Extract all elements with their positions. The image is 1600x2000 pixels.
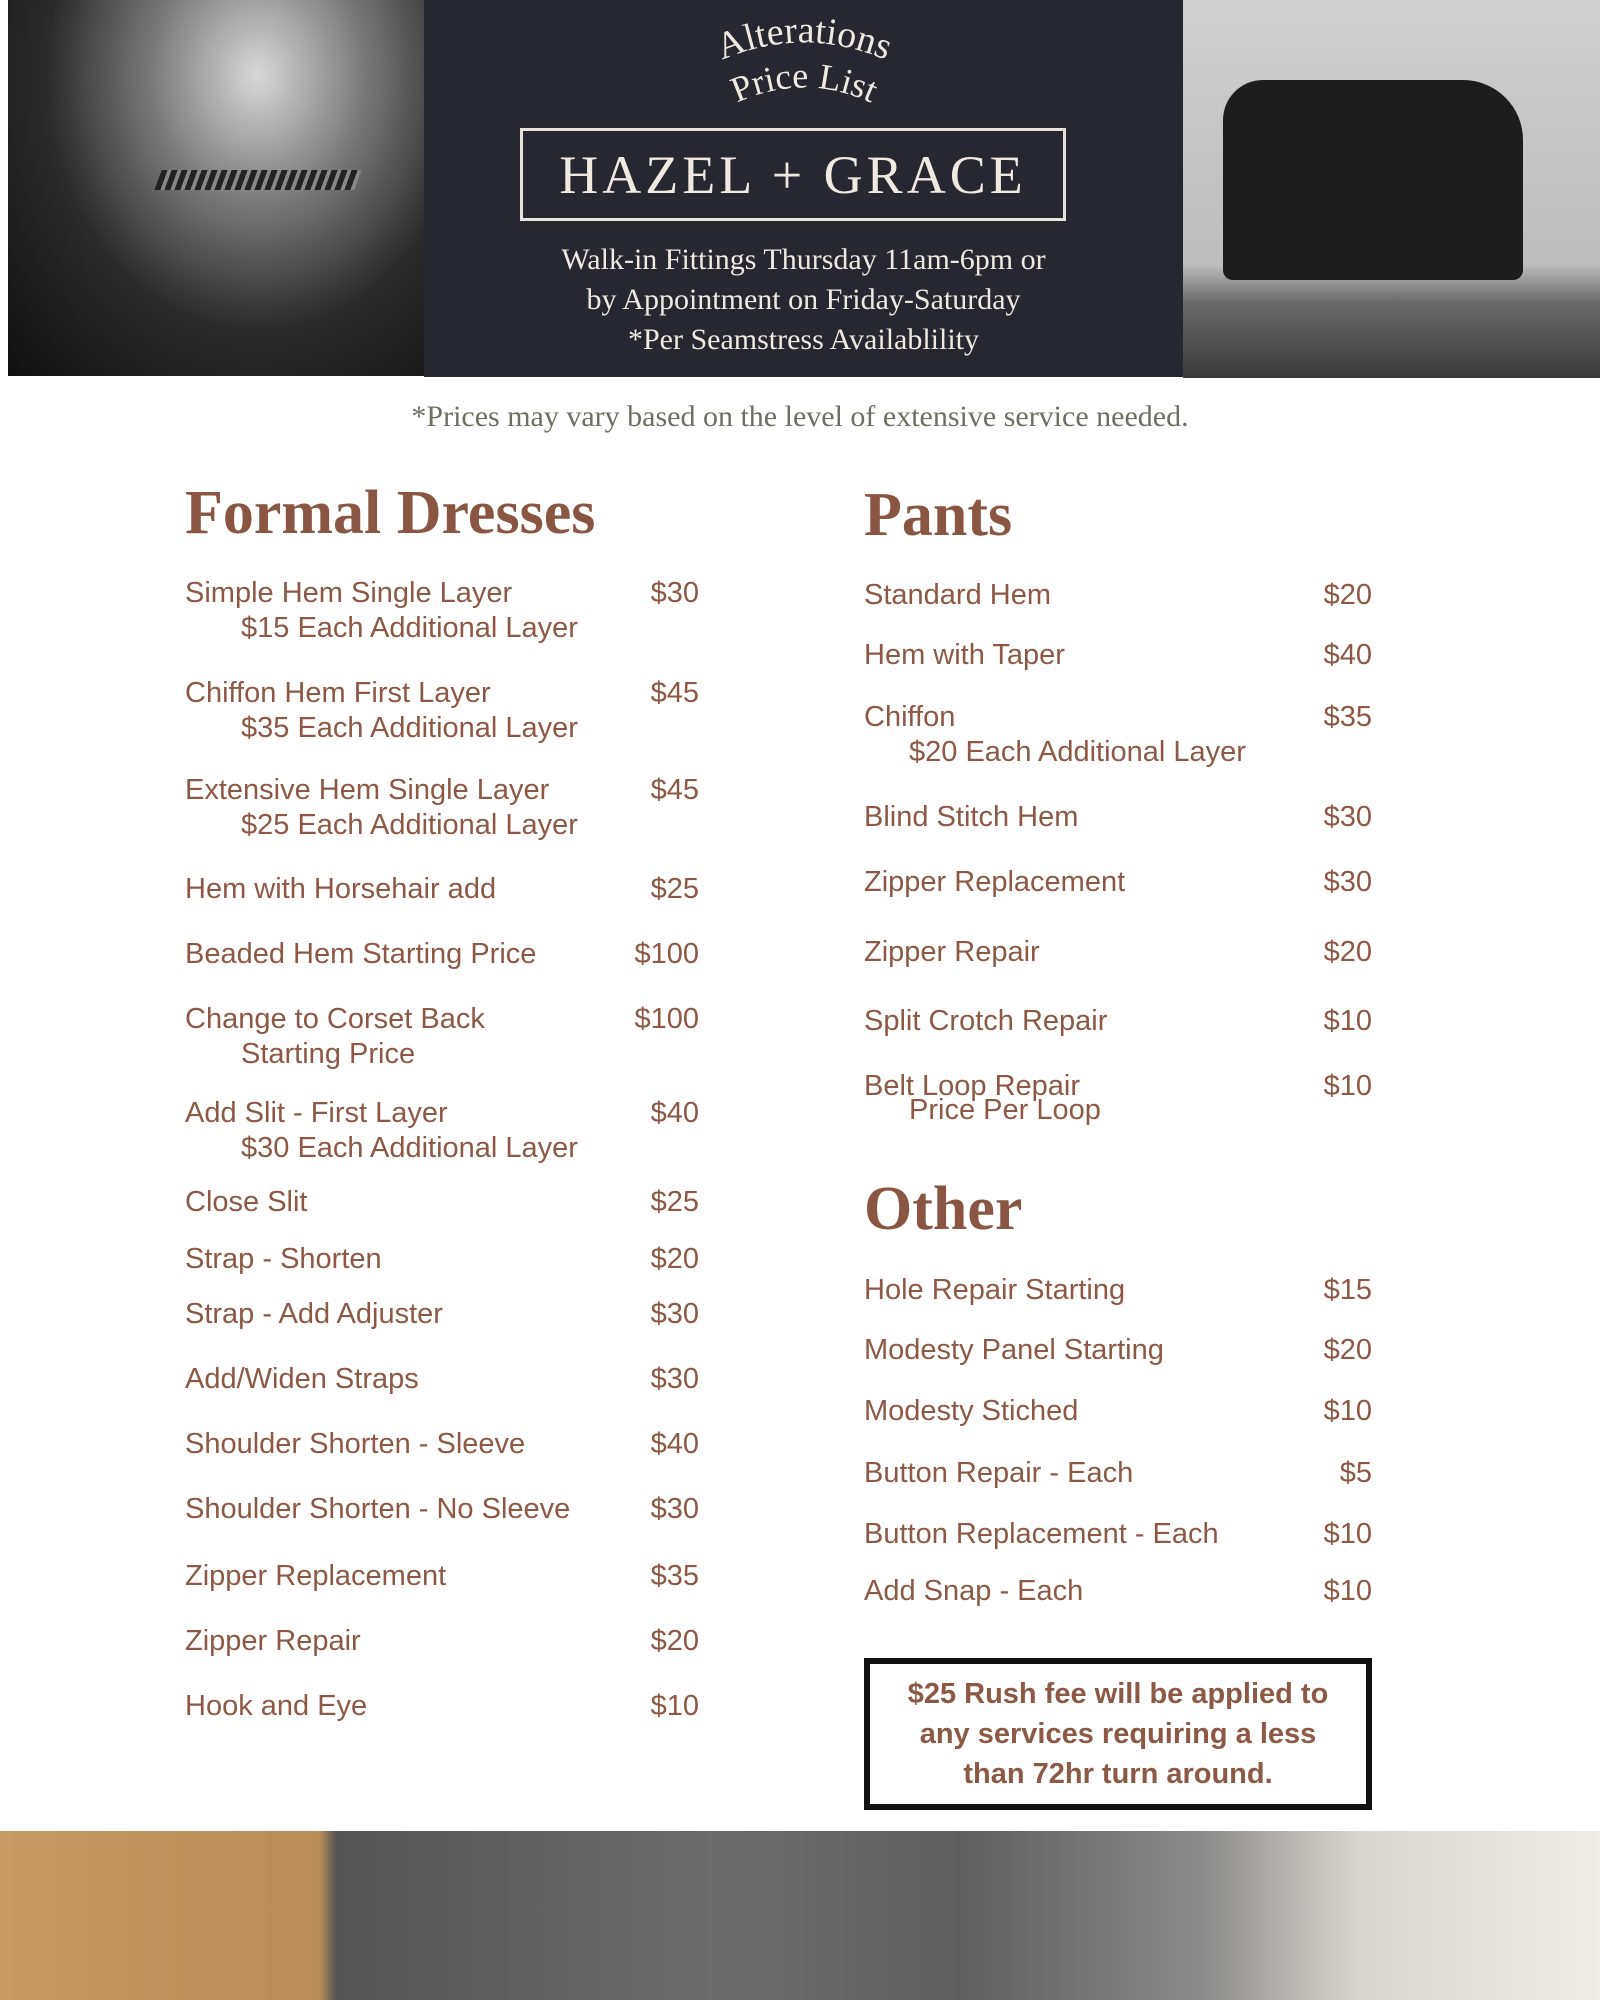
other-price-row xyxy=(864,1333,1372,1367)
service-price: $30 xyxy=(1323,801,1372,833)
service-label: Button Repair - Each xyxy=(864,1457,1134,1489)
service-price: $10 xyxy=(1323,1575,1372,1607)
service-price: $30 xyxy=(650,1363,699,1395)
service-label: Add Slit - First Layer xyxy=(185,1097,448,1129)
other-price-row xyxy=(864,1574,1372,1608)
formal-price-row xyxy=(185,1492,699,1526)
vintage-sewing-machine-photo xyxy=(1183,0,1600,378)
service-label: Blind Stitch Hem xyxy=(864,801,1079,833)
service-label: Add Snap - Each xyxy=(864,1575,1084,1607)
formal-price-row xyxy=(185,1242,699,1276)
formal-price-row xyxy=(185,676,699,744)
tagline-line1: Alterations xyxy=(710,10,899,69)
service-price: $25 xyxy=(650,1186,699,1218)
service-label: Belt Loop Repair xyxy=(864,1070,1081,1102)
service-price: $100 xyxy=(634,1003,699,1035)
service-price: $20 xyxy=(1323,579,1372,611)
service-sublabel: $35 Each Additional Layer xyxy=(241,712,578,744)
service-price: $45 xyxy=(650,677,699,709)
service-price: $10 xyxy=(1323,1070,1372,1102)
service-label: Extensive Hem Single Layer xyxy=(185,774,550,806)
service-price: $5 xyxy=(1339,1457,1372,1489)
service-label: Button Replacement - Each xyxy=(864,1518,1219,1550)
service-sublabel: Starting Price xyxy=(241,1038,416,1070)
service-sublabel: Price Per Loop xyxy=(909,1094,1101,1126)
service-price: $10 xyxy=(1323,1395,1372,1427)
pants-price-row xyxy=(864,578,1372,612)
formal-price-row xyxy=(185,872,699,906)
formal-price-row xyxy=(185,1297,699,1331)
hours-line: Walk-in Fittings Thursday 11am-6pm or xyxy=(561,243,1046,276)
formal-price-row xyxy=(185,576,699,644)
service-price: $20 xyxy=(1323,1334,1372,1366)
pants-price-row xyxy=(864,700,1372,768)
service-label: Simple Hem Single Layer xyxy=(185,577,513,609)
service-label: Zipper Repair xyxy=(185,1625,361,1657)
service-label: Hem with Taper xyxy=(864,639,1065,671)
service-label: Change to Corset Back xyxy=(185,1003,485,1035)
brand-logo: HAZEL + GRACE xyxy=(520,128,1066,221)
service-label: Hole Repair Starting xyxy=(864,1274,1126,1306)
hours-text xyxy=(424,240,1183,360)
service-price: $100 xyxy=(634,938,699,970)
pants-price-row xyxy=(864,935,1372,969)
service-price: $45 xyxy=(650,774,699,806)
other-price-row xyxy=(864,1517,1372,1551)
service-sublabel: $15 Each Additional Layer xyxy=(241,612,578,644)
price-note: *Prices may vary based on the level of extensive service needed. xyxy=(411,400,1189,433)
service-label: Zipper Repair xyxy=(864,936,1040,968)
pants-price-row xyxy=(864,1069,1372,1126)
formal-price-row xyxy=(185,1362,699,1396)
service-sublabel: $25 Each Additional Layer xyxy=(241,809,578,841)
formal-price-row xyxy=(185,1624,699,1658)
service-label: Hook and Eye xyxy=(185,1690,368,1722)
formal-price-row xyxy=(185,937,699,971)
formal-price-row xyxy=(185,1185,699,1219)
service-label: Zipper Replacement xyxy=(185,1560,447,1592)
service-label: Modesty Stiched xyxy=(864,1395,1079,1427)
pants-price-row xyxy=(864,865,1372,899)
service-price: $20 xyxy=(650,1243,699,1275)
formal-price-row xyxy=(185,1427,699,1461)
service-label: Zipper Replacement xyxy=(864,866,1126,898)
service-price: $30 xyxy=(650,1298,699,1330)
service-sublabel: $30 Each Additional Layer xyxy=(241,1132,578,1164)
other-price-row xyxy=(864,1394,1372,1428)
service-price: $30 xyxy=(650,1493,699,1525)
service-price: $40 xyxy=(650,1097,699,1129)
service-price: $35 xyxy=(650,1560,699,1592)
service-label: Beaded Hem Starting Price xyxy=(185,938,537,970)
service-price: $25 xyxy=(650,873,699,905)
sewing-supplies-photo xyxy=(0,1831,1600,2000)
service-price: $20 xyxy=(650,1625,699,1657)
service-price: $30 xyxy=(1323,866,1372,898)
service-label: Chiffon xyxy=(864,701,956,733)
service-price: $10 xyxy=(1323,1005,1372,1037)
service-price: $35 xyxy=(1323,701,1372,733)
formal-price-row xyxy=(185,1096,699,1164)
pants-price-row xyxy=(864,800,1372,834)
service-price: $10 xyxy=(650,1690,699,1722)
header-banner xyxy=(424,0,1183,377)
service-price: $40 xyxy=(1323,639,1372,671)
service-label: Modesty Panel Starting xyxy=(864,1334,1164,1366)
pants-price-row xyxy=(864,638,1372,672)
formal-price-row xyxy=(185,1559,699,1593)
service-price: $30 xyxy=(650,577,699,609)
pants-price-row xyxy=(864,1004,1372,1038)
other-heading: Other xyxy=(864,1175,1023,1243)
hours-line: by Appointment on Friday-Saturday xyxy=(586,283,1021,316)
service-label: Chiffon Hem First Layer xyxy=(185,677,491,709)
service-price: $20 xyxy=(1323,936,1372,968)
service-label: Close Slit xyxy=(185,1186,308,1218)
other-price-row xyxy=(864,1273,1372,1307)
svg-text:Price List xyxy=(725,55,884,110)
tagline-arc xyxy=(654,10,954,130)
pants-heading: Pants xyxy=(864,481,1013,549)
formal-price-row xyxy=(185,1689,699,1723)
hours-line: *Per Seamstress Availablility xyxy=(627,323,980,356)
rush-fee-notice: $25 Rush fee will be applied to any services requiring a less than 72hr turn around. xyxy=(864,1658,1372,1810)
formal-price-row xyxy=(185,773,699,841)
service-sublabel: $20 Each Additional Layer xyxy=(909,736,1246,768)
service-price: $40 xyxy=(650,1428,699,1460)
service-label: Shoulder Shorten - No Sleeve xyxy=(185,1493,571,1525)
service-label: Standard Hem xyxy=(864,579,1051,611)
tagline-line2: Price List xyxy=(725,55,884,111)
service-price: $10 xyxy=(1323,1518,1372,1550)
formal-dresses-heading: Formal Dresses xyxy=(185,479,596,547)
service-label: Strap - Shorten xyxy=(185,1243,382,1275)
other-price-row xyxy=(864,1456,1372,1490)
service-label: Strap - Add Adjuster xyxy=(185,1298,443,1330)
sewing-machine-foot-photo xyxy=(8,0,424,376)
formal-price-row xyxy=(185,1002,699,1070)
service-label: Add/Widen Straps xyxy=(185,1363,419,1395)
service-label: Split Crotch Repair xyxy=(864,1005,1108,1037)
service-price: $15 xyxy=(1323,1274,1372,1306)
service-label: Shoulder Shorten - Sleeve xyxy=(185,1428,526,1460)
service-label: Hem with Horsehair add xyxy=(185,873,497,905)
